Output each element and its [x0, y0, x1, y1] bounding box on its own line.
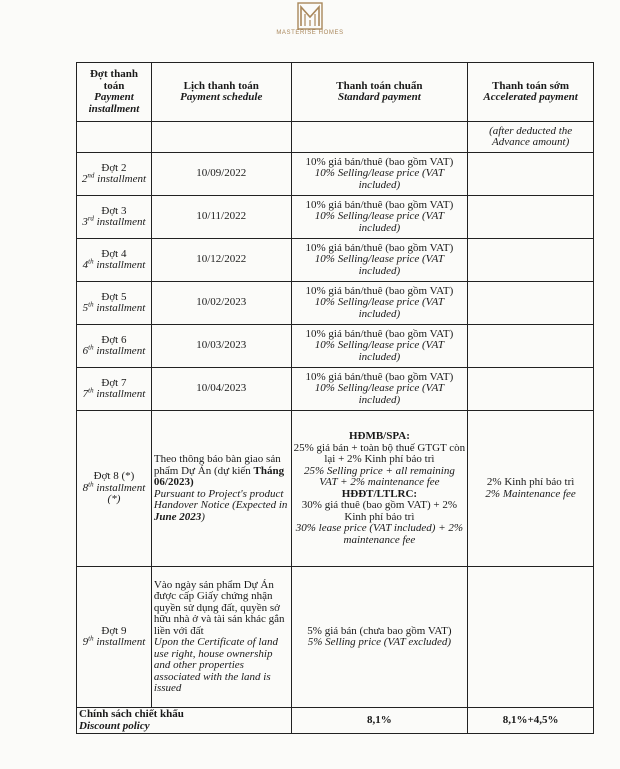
accelerated-header: Thanh toán sớm Accelerated payment — [468, 63, 594, 122]
standard-header: Thanh toán chuẩn Standard payment — [291, 63, 468, 122]
installment-cell: Đợt 5 5th installment — [77, 282, 152, 325]
accelerated-cell: 2% Kinh phí bảo trì 2% Maintenance fee — [468, 411, 594, 567]
table-row — [77, 196, 594, 239]
logo-text: MASTERISE HOMES — [276, 30, 344, 36]
installment-cell: Đợt 4 4th installment — [77, 239, 152, 282]
date-cell: 10/04/2023 — [151, 368, 291, 411]
payment-schedule-table — [76, 62, 594, 734]
schedule-header: Lịch thanh toán Payment schedule — [151, 63, 291, 122]
schedule-cell: Vào ngày sản phẩm Dự Án được cấp Giấy chứng nhận quyền sử dụng đất, quyền sở hữu nhà ở và tài sản khác gắn liền với đất Upon the Certificate of land use right, house ownership and other properties associated with the land is issued — [151, 567, 291, 708]
standard-cell: 10% giá bán/thuê (bao gồm VAT) 10% Selling/lease price (VAT included) — [291, 239, 468, 282]
table-row — [77, 239, 594, 282]
standard-cell: 10% giá bán/thuê (bao gồm VAT) 10% Selling/lease price (VAT included) — [291, 153, 468, 196]
table-row — [77, 325, 594, 368]
schedule-cell: Theo thông báo bàn giao sản phẩm Dự Án (dự kiến Tháng 06/2023) Pursuant to Project's product Handover Notice (Expected in June 2023) — [151, 411, 291, 567]
table-row — [77, 368, 594, 411]
standard-cell: 10% giá bán/thuê (bao gồm VAT) 10% Selling/lease price (VAT included) — [291, 282, 468, 325]
note-row — [77, 122, 594, 153]
installment-cell: Đợt 2 2nd installment — [77, 153, 152, 196]
table-row — [77, 282, 594, 325]
standard-cell: 10% giá bán/thuê (bao gồm VAT) 10% Selling/lease price (VAT included) — [291, 196, 468, 239]
table-row-8 — [77, 411, 594, 567]
table-row — [77, 153, 594, 196]
table-row-9 — [77, 567, 594, 708]
discount-accelerated: 8,1%+4,5% — [468, 708, 594, 734]
installment-header: Đợt thanh toán Payment installment — [77, 63, 152, 122]
masterise-m-logo-icon — [297, 2, 323, 30]
discount-standard: 8,1% — [291, 708, 468, 734]
masterise-logo — [0, 2, 620, 36]
standard-cell: 10% giá bán/thuê (bao gồm VAT) 10% Selling/lease price (VAT included) — [291, 325, 468, 368]
date-cell: 10/03/2023 — [151, 325, 291, 368]
discount-row — [77, 708, 594, 734]
accelerated-note: (after deducted the Advance amount) — [468, 122, 594, 153]
date-cell: 10/11/2022 — [151, 196, 291, 239]
standard-cell: 5% giá bán (chưa bao gồm VAT) 5% Selling price (VAT excluded) — [291, 567, 468, 708]
date-cell: 10/12/2022 — [151, 239, 291, 282]
installment-cell: Đợt 8 (*) 8th installment (*) — [77, 411, 152, 567]
date-cell: 10/09/2022 — [151, 153, 291, 196]
date-cell: 10/02/2023 — [151, 282, 291, 325]
installment-cell: Đợt 3 3rd installment — [77, 196, 152, 239]
installment-cell: Đợt 9 9th installment — [77, 567, 152, 708]
installment-cell: Đợt 7 7th installment — [77, 368, 152, 411]
header-row — [77, 63, 594, 122]
standard-cell: 10% giá bán/thuê (bao gồm VAT) 10% Selling/lease price (VAT included) — [291, 368, 468, 411]
standard-cell: HĐMB/SPA: 25% giá bán + toàn bộ thuế GTGT còn lại + 2% Kinh phí bảo trì 25% Selling price + all remaining VAT + 2% maintenance fee HĐĐT/LTLRC: 30% giá thuê (bao gồm VAT) + 2% Kinh phí bảo trì 30% lease price (VAT included) + 2% maintenance fee — [291, 411, 468, 567]
discount-label: Chính sách chiết khấu Discount policy — [77, 708, 292, 734]
installment-cell: Đợt 6 6th installment — [77, 325, 152, 368]
